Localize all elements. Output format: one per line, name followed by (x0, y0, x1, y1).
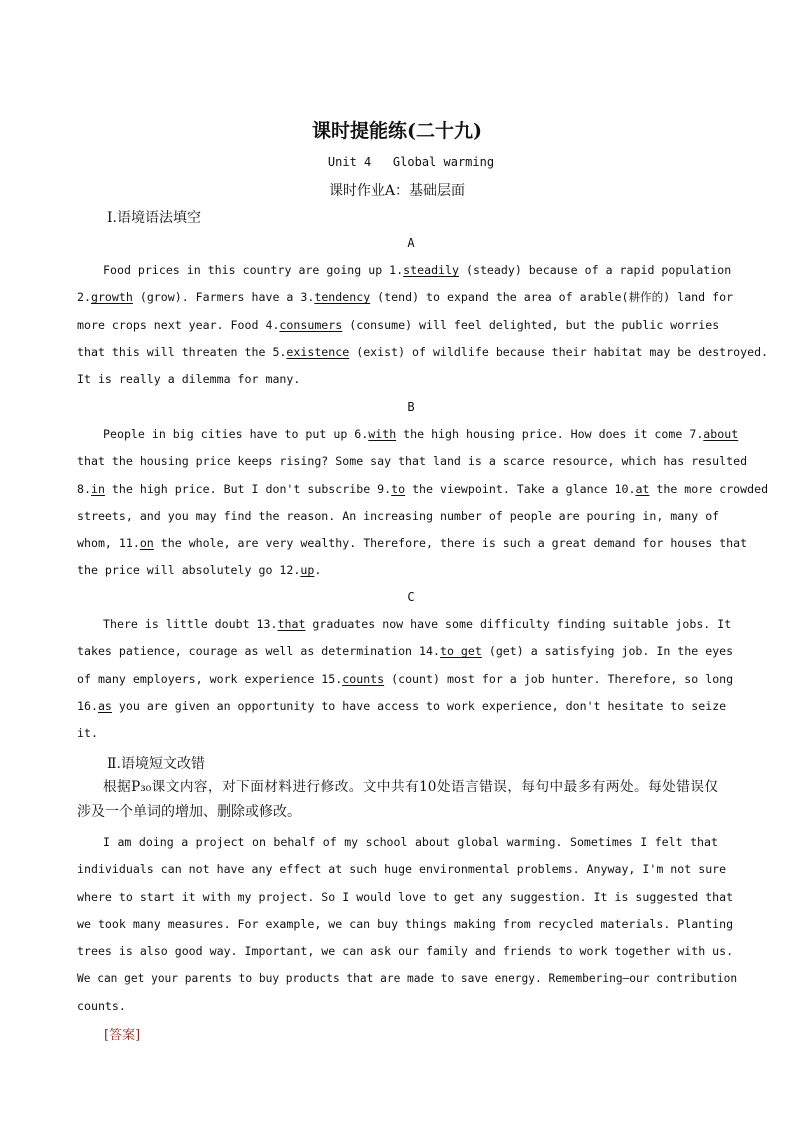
text-segment: (steady) because of a rapid population (459, 263, 732, 277)
text-segment: There is little doubt 13. (103, 617, 278, 631)
text-segment: that the housing price keeps rising? Some say that land is a scarce resource, which has resulted (77, 454, 748, 469)
answer-blank: tendency (314, 290, 371, 305)
passage-line (77, 611, 732, 638)
text-segment: it. (77, 726, 98, 741)
answer-blank: up (300, 563, 315, 578)
text-segment: People in big cities have to put up 6. (103, 427, 369, 441)
passage-line (77, 503, 718, 530)
text-segment: It is really a dilemma for many. (77, 372, 301, 387)
answer-blank: steadily (403, 263, 459, 277)
correction-passage (77, 829, 738, 1020)
section2-heading: Ⅱ.语境短文改错 (107, 756, 205, 772)
text-segment: whom, 11. (77, 536, 140, 551)
passage-a (77, 257, 769, 393)
passage-c (77, 611, 734, 747)
passage-line: trees is also good way. Important, we can ask our family and friends to work together with us. (77, 944, 734, 959)
chinese-gloss: 耕作的 (628, 290, 664, 305)
passage-line (77, 693, 727, 720)
text-segment: the more crowded (649, 481, 769, 496)
text-segment: the high housing price. How does it come 7. (396, 427, 704, 441)
text-segment: 16. (77, 698, 98, 713)
answer-blank: to (391, 481, 406, 496)
text-segment: (exist) of wildlife because their habitat may be destroyed. (349, 344, 769, 359)
text-segment: the whole, are very wealthy. Therefore, there is such a great demand for houses that (153, 536, 748, 551)
text-segment: (consume) will feel delighted, but the public worries (342, 317, 720, 332)
text-segment: ) land for (663, 290, 734, 305)
section2-instruction (77, 775, 718, 825)
text-segment: (grow). Farmers have a 3. (132, 290, 315, 305)
answer-blank: that (277, 617, 306, 631)
text-segment: graduates now have some difficulty finding suitable jobs. It (305, 617, 732, 631)
passage-line (77, 257, 732, 284)
text-segment: streets, and you may find the reason. An increasing number of people are pouring in, many of (77, 508, 720, 523)
answer-blank: to get (439, 644, 482, 659)
answer-blank: as (97, 698, 112, 713)
passage-line: We can get your parents to buy products that are made to save energy. Remembering—our contribution (77, 972, 738, 986)
answer-blank: with (368, 427, 397, 441)
passage-line (77, 339, 769, 366)
text-segment: takes patience, courage as well as determination 14. (77, 644, 440, 659)
passage-line (77, 421, 739, 448)
answer-blank: in (90, 481, 105, 496)
passage-line: I am doing a project on behalf of my school about global warming. Sometimes I felt that (103, 835, 718, 849)
text-segment: more crops next year. Food 4. (77, 317, 280, 332)
answer-blank: consumers (279, 317, 343, 332)
answer-blank: growth (90, 290, 133, 305)
text-segment: (tend) to expand the area of arable( (370, 290, 629, 305)
text-segment: . (314, 563, 322, 578)
answer-blank: about (703, 427, 739, 441)
passage-line: counts. (77, 998, 126, 1013)
passage-b-label: B (407, 400, 415, 414)
passage-line (77, 557, 718, 584)
unit-subtitle: Unit 4 Global warming (327, 155, 495, 169)
passage-line (77, 720, 718, 747)
passage-line (77, 638, 734, 665)
text-segment: the price will absolutely go 12. (77, 563, 301, 578)
text-segment: 8. (77, 481, 91, 496)
instruction-line: 根据P₃₀课文内容，对下面材料进行修改。文中共有10处语言错误，每句中最多有两处。每处错误仅 (103, 779, 718, 795)
text-segment: the viewpoint. Take a glance 10. (405, 481, 636, 496)
assignment-subtitle: 课时作业A：基础层面 (328, 183, 466, 199)
page-title: 课时提能练(二十九) (312, 120, 482, 142)
passage-c-label: C (407, 590, 415, 604)
text-segment: 2. (77, 290, 91, 305)
answer-blank: counts (342, 671, 385, 686)
text-segment: that this will threaten the 5. (77, 344, 287, 359)
answer-link[interactable]: [答案] (104, 1028, 141, 1043)
section1-heading: Ⅰ.语境语法填空 (107, 210, 201, 226)
passage-line (77, 366, 718, 393)
passage-line (77, 476, 769, 503)
passage-line (77, 448, 748, 475)
passage-line: we took many measures. For example, we can buy things making from recycled materials. Planting (77, 916, 734, 931)
text-segment: of many employers, work experience 15. (77, 671, 343, 686)
text-segment: (count) most for a job hunter. Therefore, so long (384, 671, 734, 686)
text-segment: the high price. But I don't subscribe 9. (104, 481, 392, 496)
instruction-line: 涉及一个单词的增加、删除或修改。 (77, 804, 301, 820)
text-segment: Food prices in this country are going up 1. (103, 263, 404, 277)
passage-line: where to start it with my project. So I would love to get any suggestion. It is suggested that (77, 889, 734, 904)
passage-line (77, 530, 748, 557)
passage-line: individuals can not have any effect at such huge environmental problems. Anyway, I'm not sure (77, 862, 727, 877)
passage-a-label: A (407, 236, 415, 250)
answer-blank: on (139, 536, 154, 551)
text-segment: you are given an opportunity to have access to work experience, don't hesitate to seize (111, 698, 727, 713)
passage-line (77, 312, 718, 339)
passage-line (77, 284, 734, 311)
passage-b (77, 421, 769, 585)
answer-blank: at (635, 481, 650, 496)
text-segment: (get) a satisfying job. In the eyes (481, 644, 734, 659)
answer-blank: existence (286, 344, 350, 359)
passage-line (77, 666, 734, 693)
